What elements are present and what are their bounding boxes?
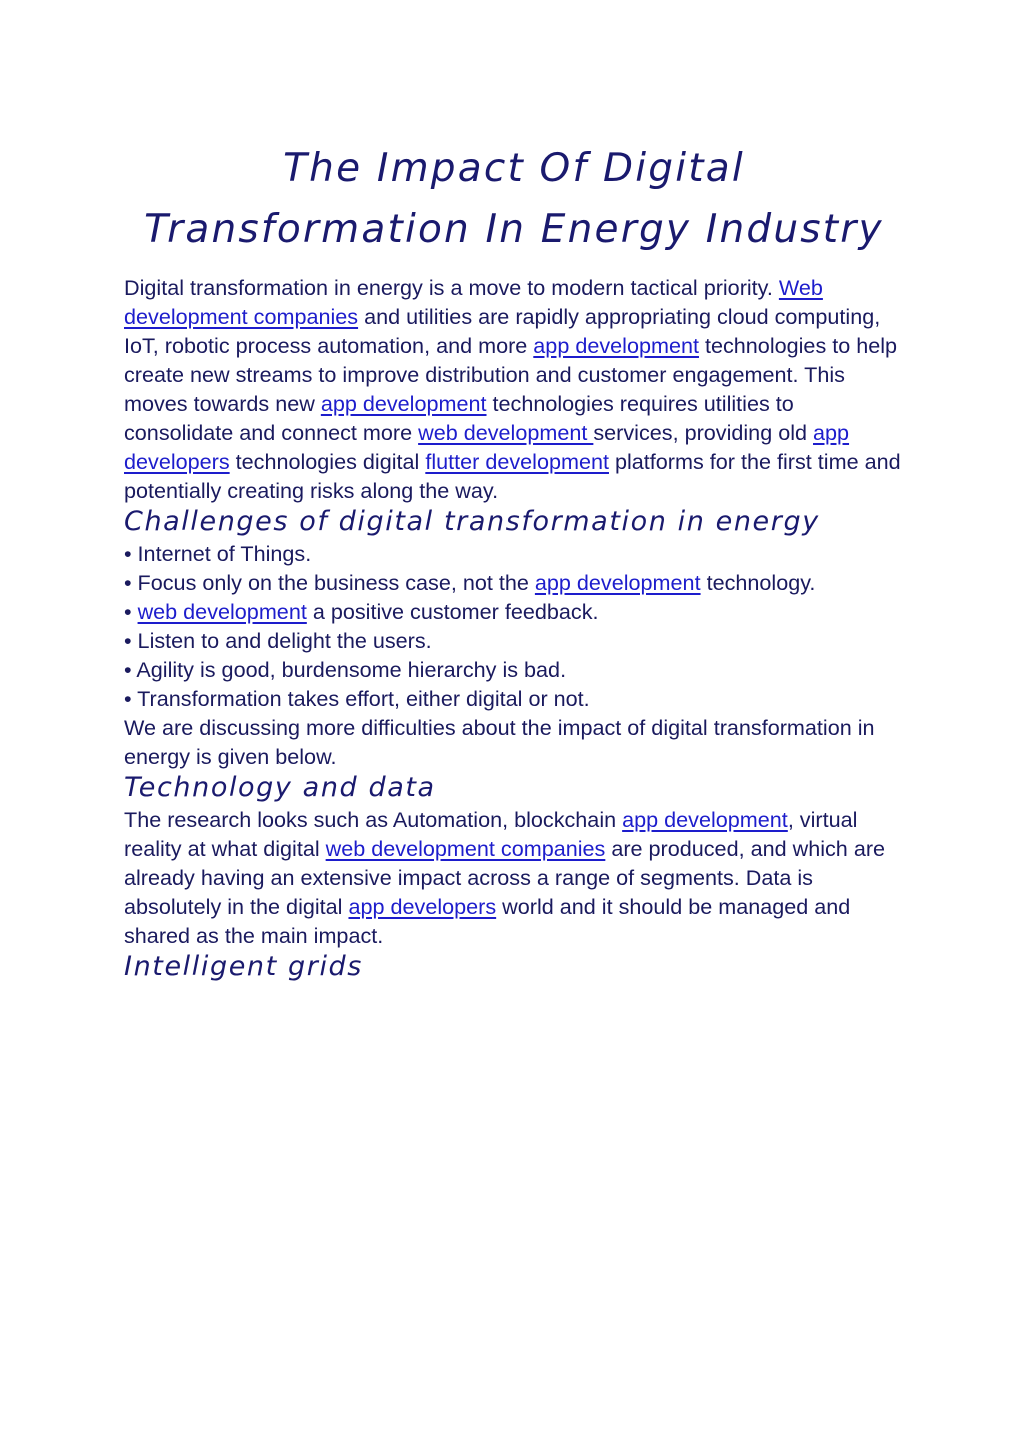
list-item: • Listen to and delight the users. [124,628,432,653]
link-web-development-companies[interactable]: Web development companies [124,275,823,329]
link-app-development-4[interactable]: app development [622,807,788,832]
tech-text-1: The research looks such as Automation, blockchain [124,807,623,832]
link-app-development-2[interactable]: app development [320,391,487,416]
heading-technology-and-data: Technology and data [124,772,436,803]
tech-text-2: , virtual reality at what digital [124,807,858,861]
link-web-development-2[interactable]: web development [137,599,307,624]
intro-paragraph [124,273,904,505]
list-item: • Agility is good, burdensome hierarchy is bad. [124,657,567,682]
intro-text-6: technologies digital [229,449,426,474]
list-item [124,568,904,597]
list-item-text: • [124,599,138,624]
link-app-developers[interactable]: app developers [124,420,850,474]
tech-text-3: are produced, and which are already having an extensive impact across a range of segments. Data is absolutely in the digital [124,836,886,919]
technology-paragraph [124,805,904,950]
tech-text-4: world and it should be managed and shared as the main impact. [124,894,851,948]
list-item-text: a positive customer feedback. [306,599,599,624]
link-flutter-development[interactable]: flutter development [425,449,609,474]
intro-text-7: platforms for the first time and potentially creating risks along the way. [124,449,901,503]
list-item-text: • Focus only on the business case, not the [124,570,535,595]
list-item: • Internet of Things. [124,541,312,566]
list-item: • Transformation takes effort, either digital or not. [124,686,590,711]
challenges-list [124,539,904,713]
link-app-developers-2[interactable]: app developers [348,894,497,919]
list-item [124,597,904,626]
list-item-text: technology. [700,570,816,595]
heading-challenges: Challenges of digital transformation in energy [124,506,820,537]
link-app-development-3[interactable]: app development [534,570,701,595]
intro-text-1: Digital transformation in energy is a move to modern tactical priority. [124,275,779,300]
page-title: The Impact Of Digital Transformation In Energy Industry [144,146,884,252]
intro-text-3: technologies to help create new streams to improve distribution and customer engagement. This moves towards new [124,333,898,416]
link-web-development-companies-2[interactable]: web development companies [325,836,606,861]
intro-text-4: technologies requires utilities to consolidate and connect more [124,391,794,445]
link-app-development[interactable]: app development [533,333,699,358]
heading-intelligent-grids: Intelligent grids [124,951,363,982]
document-page [124,138,904,984]
link-web-development[interactable]: web development [418,420,594,445]
challenges-closing: We are discussing more difficulties about the impact of digital transformation in energy is given below. [124,715,875,769]
intro-text-5: services, providing old [593,420,814,445]
intro-text-2: and utilities are rapidly appropriating cloud computing, IoT, robotic process automation, and more [124,304,881,358]
